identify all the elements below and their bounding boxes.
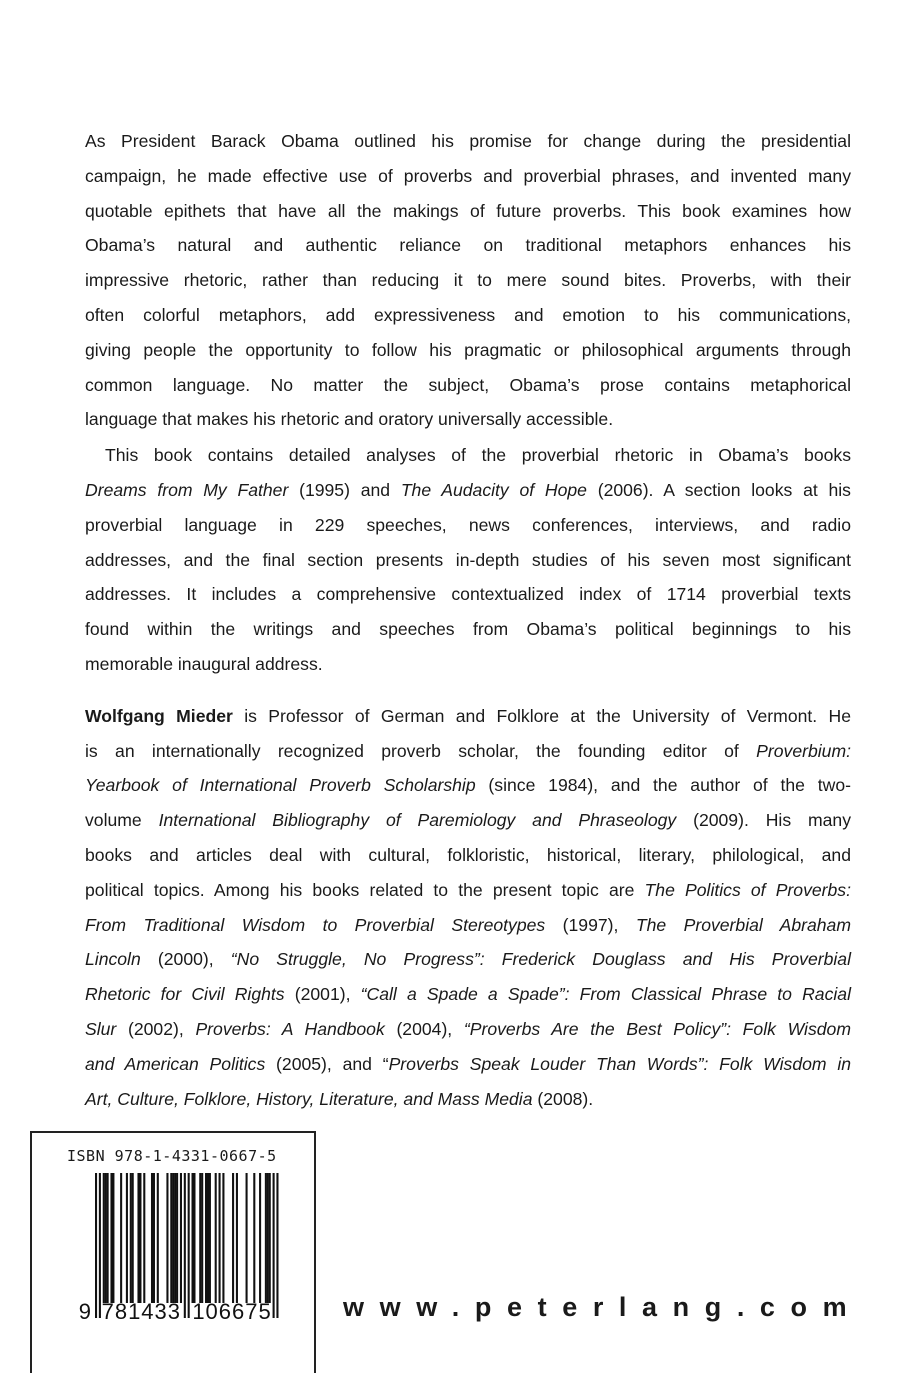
title-text: The Proverbial Abraham: [635, 914, 851, 935]
barcode-bar: [184, 1173, 186, 1318]
text-line: [85, 508, 851, 543]
barcode-bar: [170, 1173, 172, 1303]
text-line: [85, 1082, 851, 1117]
text-segment: (1995) and: [288, 479, 401, 500]
text-segment: addresses, and the final section presents in-depth studies of his seven most significant: [85, 549, 851, 570]
text-segment: found within the writings and speeches from Obama’s political beginnings to his: [85, 619, 851, 640]
text-line: [85, 263, 851, 298]
text-line: [85, 159, 851, 194]
barcode-digits: 781433: [101, 1299, 182, 1324]
text-segment: addresses. It includes a comprehensive contextualized index of 1714 proverbial texts: [85, 584, 851, 605]
barcode-bar: [95, 1173, 97, 1318]
text-segment: campaign, he made effective use of proverbs and proverbial phrases, and invented many: [85, 165, 851, 186]
text-segment: This book contains detailed analyses of the proverbial rhetoric in Obama’s books: [105, 445, 851, 466]
text-segment: (2000),: [140, 949, 231, 970]
barcode-bar: [209, 1173, 211, 1303]
barcode-bar: [99, 1173, 101, 1318]
title-text: From Traditional Wisdom to Proverbial Stereotypes: [85, 914, 546, 935]
barcode-bar: [276, 1173, 278, 1318]
text-segment: giving people the opportunity to follow his pragmatic or philosophical arguments through: [85, 339, 851, 360]
barcode-bar: [105, 1173, 107, 1303]
publisher-website: www.peterlang.com: [343, 1292, 863, 1322]
barcode-bar: [193, 1173, 195, 1303]
barcode-bar: [143, 1173, 145, 1303]
title-text: and American Politics: [85, 1053, 266, 1074]
barcode-bar: [188, 1173, 190, 1318]
barcode-bar: [253, 1173, 255, 1303]
barcode-digits: 9: [78, 1299, 91, 1324]
text-segment: (2005), and “: [265, 1053, 389, 1074]
text-line: [85, 873, 851, 908]
barcode-bar: [201, 1173, 203, 1303]
title-text: “Call a Spade a Spade”: From Classical Phrase to Racial: [360, 984, 851, 1005]
barcode-bar: [137, 1173, 139, 1303]
text-segment: As President Barack Obama outlined his promise for change during the presidential: [85, 131, 851, 151]
title-text: Dreams from My Father: [85, 479, 289, 500]
barcode-bar: [110, 1173, 112, 1303]
paragraph-1: [85, 124, 851, 437]
text-segment: often colorful metaphors, add expressiveness and emotion to his communications,: [85, 304, 851, 325]
text-line: [85, 908, 851, 943]
barcode-bar: [199, 1173, 201, 1303]
barcode-bar: [207, 1173, 209, 1303]
barcode-bar: [172, 1173, 174, 1303]
text-segment: (2004),: [384, 1018, 464, 1039]
text-segment: (2009). His many: [676, 810, 851, 831]
text-line: [85, 612, 851, 647]
barcode: [50, 1170, 300, 1330]
text-line: [85, 194, 851, 229]
barcode-bar: [192, 1173, 194, 1303]
text-line: [85, 333, 851, 368]
barcode-bar: [259, 1173, 261, 1303]
barcode-bar: [157, 1173, 159, 1303]
title-text: Rhetoric for Civil Rights: [85, 984, 285, 1005]
text-line: [85, 977, 851, 1012]
barcode-bar: [103, 1173, 105, 1303]
barcode-bar: [205, 1173, 207, 1303]
title-text: The Audacity of Hope: [400, 479, 587, 500]
text-segment: language that makes his rhetoric and oratory universally accessible.: [85, 409, 614, 430]
barcode-bar: [176, 1173, 178, 1303]
barcode-bar: [166, 1173, 168, 1303]
text-line: [85, 1012, 851, 1047]
text-segment: (2001),: [284, 984, 361, 1005]
barcode-bar: [153, 1173, 155, 1303]
text-line: [85, 298, 851, 333]
barcode-bar: [180, 1173, 182, 1303]
barcode-bar: [132, 1173, 134, 1303]
text-segment: (2006). A section looks at his: [586, 479, 851, 500]
barcode-bar: [219, 1173, 221, 1303]
barcode-bar: [246, 1173, 248, 1303]
barcode-bar: [222, 1173, 224, 1303]
text-line: [85, 699, 851, 734]
barcode-bar: [139, 1173, 141, 1303]
text-line: [85, 647, 851, 682]
title-text: “No Struggle, No Progress”: Frederick Douglass and His Proverbial: [230, 949, 851, 970]
title-text: International Bibliography of Paremiology and Phraseology: [158, 810, 677, 831]
text-segment: books and articles deal with cultural, folkloristic, historical, literary, philological, and: [85, 844, 851, 865]
text-line: [85, 368, 851, 403]
text-segment: Obama’s natural and authentic reliance on traditional metaphors enhances his: [85, 235, 851, 256]
barcode-bar: [126, 1173, 128, 1303]
text-line: [85, 942, 851, 977]
text-line: [85, 402, 851, 437]
text-segment: memorable inaugural address.: [85, 653, 323, 674]
text-segment: (2008).: [532, 1088, 594, 1109]
text-segment: is Professor of German and Folklore at the University of Vermont. He: [232, 705, 851, 726]
barcode-bar: [273, 1173, 275, 1318]
barcode-bar: [215, 1173, 217, 1303]
text-segment: (since 1984), and the author of the two-: [475, 775, 851, 796]
text-line: [85, 803, 851, 838]
text-segment: volume: [85, 810, 159, 831]
text-line: [85, 838, 851, 873]
back-cover-text: [85, 124, 851, 1116]
text-segment: (2002),: [116, 1018, 196, 1039]
title-text: Slur: [85, 1018, 117, 1039]
isbn-label: ISBN 978-1-4331-0667-5: [67, 1147, 277, 1165]
title-text: Lincoln: [85, 949, 141, 970]
text-segment: political topics. Among his books related to the present topic are: [85, 879, 645, 900]
barcode-bar: [232, 1173, 234, 1303]
barcode-bar: [269, 1173, 271, 1303]
paragraph-3: [85, 699, 851, 1117]
text-segment: (1997),: [545, 914, 636, 935]
text-line: [85, 228, 851, 263]
text-segment: quotable epithets that have all the makings of future proverbs. This book examines how: [85, 200, 851, 221]
title-text: “Proverbs Are the Best Policy”: Folk Wisdom: [463, 1018, 851, 1039]
text-line: [85, 438, 851, 473]
text-line: [85, 577, 851, 612]
barcode-bar: [236, 1173, 238, 1303]
barcode-bar: [174, 1173, 176, 1303]
barcode-bar: [130, 1173, 132, 1303]
text-line: [85, 124, 851, 159]
text-line: [85, 1047, 851, 1082]
text-line: [85, 473, 851, 508]
text-segment: is an internationally recognized proverb scholar, the founding editor of: [85, 740, 757, 761]
barcode-bar: [120, 1173, 122, 1303]
paragraph-2: [85, 438, 851, 682]
text-segment: proverbial language in 229 speeches, news conferences, interviews, and radio: [85, 514, 851, 535]
text-segment: common language. No matter the subject, Obama’s prose contains metaphorical: [85, 374, 851, 395]
text-line: [85, 734, 851, 769]
title-text: Art, Culture, Folklore, History, Literature, and Mass Media: [85, 1088, 533, 1109]
title-text: Proverbs Speak Louder Than Words”: Folk Wisdom in: [388, 1053, 852, 1074]
title-text: The Politics of Proverbs:: [644, 879, 851, 900]
author-name: Wolfgang Mieder: [85, 705, 233, 726]
text-line: [85, 768, 851, 803]
title-text: Proverbs: A Handbook: [195, 1018, 385, 1039]
barcode-bar: [151, 1173, 153, 1303]
text-segment: impressive rhetoric, rather than reducing it to mere sound bites. Proverbs, with their: [85, 270, 851, 291]
title-text: Yearbook of International Proverb Scholarship: [85, 775, 476, 796]
barcode-bar: [107, 1173, 109, 1303]
barcode-bar: [265, 1173, 267, 1303]
barcode-bar: [112, 1173, 114, 1303]
text-line: [85, 543, 851, 578]
barcode-digits: 106675: [192, 1299, 272, 1324]
barcode-bar: [267, 1173, 269, 1303]
title-text: Proverbium:: [756, 740, 851, 761]
